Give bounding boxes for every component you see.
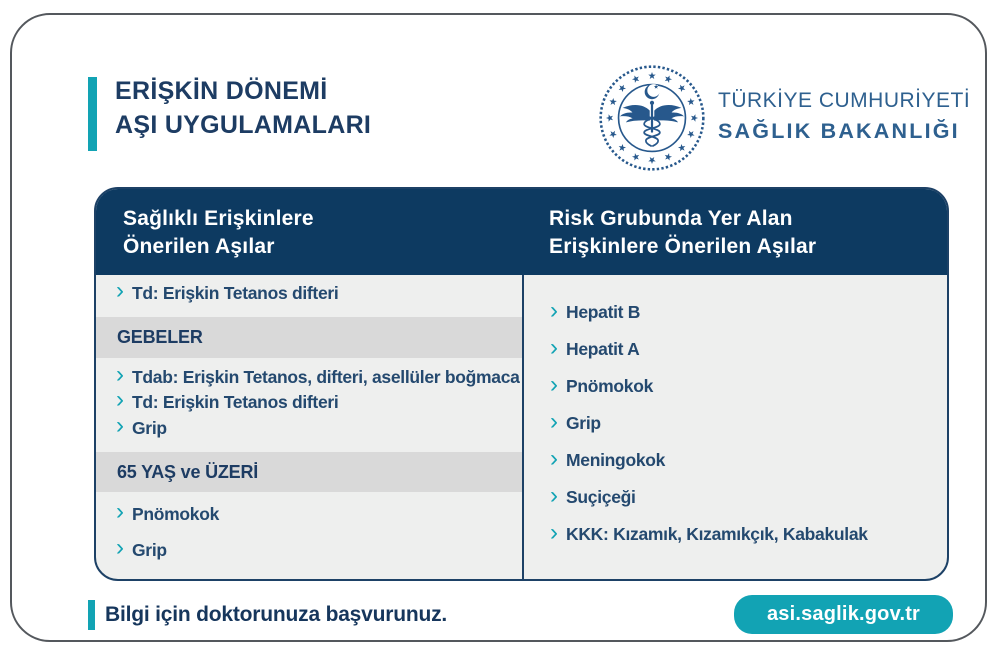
page-title-line1: ERİŞKİN DÖNEMİ: [115, 77, 328, 105]
chevron-right-icon: ›: [550, 481, 558, 509]
footer-accent-bar: [88, 600, 95, 630]
vaccine-item: [550, 442, 868, 479]
vaccine-item: [550, 331, 868, 368]
table-header-row: [96, 189, 947, 275]
vaccine-item-label: Td: Erişkin Tetanos difteri: [132, 391, 339, 412]
right-header-line2: Erişkinlere Önerilen Aşılar: [549, 235, 817, 258]
vaccine-item: [550, 516, 868, 553]
risk-group-list: [550, 294, 868, 553]
vaccine-item: [116, 500, 219, 528]
vaccine-item-label: Grip: [132, 417, 167, 438]
vaccine-item-label: Grip: [132, 539, 167, 560]
chevron-right-icon: ›: [550, 333, 558, 361]
chevron-right-icon: ›: [550, 518, 558, 546]
title-accent-bar: [88, 77, 97, 151]
section-band-label: 65 YAŞ ve ÜZERİ: [117, 461, 259, 482]
vaccine-item-label: Meningokok: [566, 450, 666, 470]
section-band-65-plus: [96, 452, 522, 492]
vaccine-item: [116, 412, 167, 441]
chevron-right-icon: ›: [116, 498, 124, 525]
right-header-line1: Risk Grubunda Yer Alan: [549, 207, 793, 230]
vaccine-item-label: Hepatit A: [566, 339, 640, 359]
vaccine-item: [116, 361, 520, 390]
ministry-name: [718, 89, 970, 144]
vaccine-table: [94, 187, 949, 581]
chevron-right-icon: ›: [116, 534, 124, 561]
page-title-line2: AŞI UYGULAMALARI: [115, 111, 372, 139]
chevron-right-icon: ›: [550, 370, 558, 398]
ministry-name-line1: TÜRKİYE CUMHURİYETİ: [718, 89, 971, 112]
chevron-right-icon: ›: [550, 444, 558, 472]
vaccine-item-label: Td: Erişkin Tetanos difteri: [132, 282, 339, 303]
website-link-button[interactable]: asi.saglik.gov.tr: [734, 595, 953, 634]
vaccine-item: [116, 386, 339, 415]
vaccine-item-label: Pnömokok: [566, 376, 654, 396]
vaccine-item-label: Hepatit B: [566, 302, 641, 322]
info-card: [10, 13, 987, 642]
ministry-of-health-logo: [597, 63, 707, 173]
ministry-name-line2: SAĞLIK BAKANLIĞI: [718, 119, 960, 143]
page-title: [115, 74, 371, 142]
chevron-right-icon: ›: [116, 277, 124, 304]
right-column-header: [522, 189, 947, 275]
vaccine-item-label: Tdab: Erişkin Tetanos, difteri, asellüler boğmaca: [132, 366, 520, 387]
vaccine-item: [550, 368, 868, 405]
section-band-label: GEBELER: [117, 327, 203, 347]
vaccine-item-label: Grip: [566, 413, 601, 433]
section-band-gebeler: [96, 317, 522, 358]
chevron-right-icon: ›: [116, 361, 124, 388]
vaccine-item: [116, 536, 167, 564]
chevron-right-icon: ›: [550, 296, 558, 324]
vaccine-item-label: KKK: Kızamık, Kızamıkçık, Kabakulak: [566, 524, 868, 544]
chevron-right-icon: ›: [550, 407, 558, 435]
vaccine-item: [550, 405, 868, 442]
left-header-line2: Önerilen Aşılar: [123, 235, 275, 258]
vaccine-item: [550, 479, 868, 516]
vaccine-item-label: Suçiçeği: [566, 487, 636, 507]
vaccine-item: [116, 278, 338, 308]
vaccine-item-label: Pnömokok: [132, 503, 220, 524]
chevron-right-icon: ›: [116, 412, 124, 439]
table-body: [96, 275, 947, 579]
left-header-line1: Sağlıklı Erişkinlere: [123, 207, 314, 230]
column-divider: [522, 275, 524, 579]
chevron-right-icon: ›: [116, 386, 124, 413]
left-column-header: [96, 189, 522, 275]
footer-note: Bilgi için doktorunuza başvurunuz.: [105, 603, 448, 626]
vaccine-item: [550, 294, 868, 331]
